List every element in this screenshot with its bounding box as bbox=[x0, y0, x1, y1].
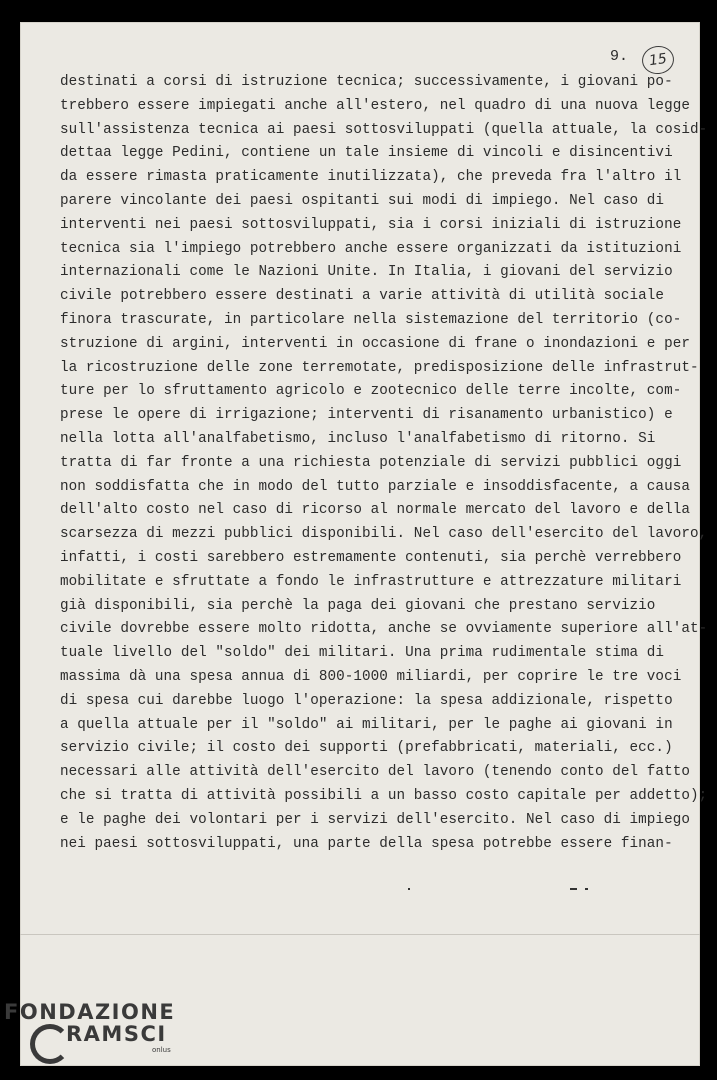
watermark-line2: RAMSCI bbox=[66, 1022, 167, 1046]
text-line: sull'assistenza tecnica ai paesi sottosviluppati (quella attuale, la cosid- bbox=[60, 121, 708, 138]
stray-mark bbox=[585, 888, 588, 890]
text-line: dettaa legge Pedini, contiene un tale insieme di vincoli e disincentivi bbox=[60, 145, 673, 162]
archive-number-circled: 15 bbox=[640, 44, 676, 76]
text-line: civile potrebbero essere destinati a varie attività di utilità sociale bbox=[60, 288, 665, 305]
text-line: tuale livello del "soldo" dei militari. Una prima rudimentale stima di bbox=[60, 645, 665, 662]
typewritten-text bbox=[60, 71, 708, 856]
text-line: parere vincolante dei paesi ospitanti sui modi di impiego. Nel caso di bbox=[60, 192, 665, 209]
text-line: a quella attuale per il "soldo" ai militari, per le paghe ai giovani in bbox=[60, 716, 673, 733]
text-line: necessari alle attività dell'esercito del lavoro (tenendo conto del fatto bbox=[60, 764, 690, 781]
text-line: nei paesi sottosviluppati, una parte della spesa potrebbe essere finan- bbox=[60, 835, 673, 852]
text-line: di spesa cui darebbe luogo l'operazione: la spesa addizionale, rispetto bbox=[60, 692, 673, 709]
text-line: servizio civile; il costo dei supporti (prefabbricati, materiali, ecc.) bbox=[60, 740, 673, 757]
text-line: da essere rimasta praticamente inutilizzata), che preveda fra l'altro il bbox=[60, 169, 682, 186]
page-number: 9. bbox=[610, 48, 629, 65]
watermark-g-logo bbox=[30, 1024, 70, 1064]
text-line: internazionali come le Nazioni Unite. In Italia, i giovani del servizio bbox=[60, 264, 673, 281]
text-line: trebbero essere impiegati anche all'estero, nel quadro di una nuova legge bbox=[60, 97, 690, 114]
text-line: infatti, i costi sarebbero estremamente contenuti, sia perchè verrebbero bbox=[60, 549, 682, 566]
text-line: struzione di argini, interventi in occasione di frane o inondazioni e per bbox=[60, 335, 690, 352]
text-line: già disponibili, sia perchè la paga dei giovani che prestano servizio bbox=[60, 597, 656, 614]
fondazione-gramsci-watermark bbox=[4, 1000, 176, 1054]
text-line: non soddisfatta che in modo del tutto parziale e insoddisfacente, a causa bbox=[60, 478, 690, 495]
text-line: dell'alto costo nel caso di ricorso al normale mercato del lavoro e della bbox=[60, 502, 690, 519]
text-line: prese le opere di irrigazione; interventi di risanamento urbanistico) e bbox=[60, 407, 673, 424]
text-line: mobilitate e sfruttate a fondo le infrastrutture e attrezzature militari bbox=[60, 573, 682, 590]
text-line: civile dovrebbe essere molto ridotta, anche se ovviamente superiore all'at- bbox=[60, 621, 708, 638]
watermark-line1: FONDAZIONE bbox=[4, 1000, 176, 1024]
text-line: tratta di far fronte a una richiesta potenziale di servizi pubblici oggi bbox=[60, 454, 682, 471]
text-line: finora trascurate, in particolare nella sistemazione del territorio (co- bbox=[60, 311, 682, 328]
text-line: destinati a corsi di istruzione tecnica; successivamente, i giovani po- bbox=[60, 74, 673, 90]
text-line: la ricostruzione delle zone terremotate, predisposizione delle infrastrut- bbox=[60, 359, 699, 376]
document-page bbox=[20, 22, 708, 1066]
text-line: scarsezza di mezzi pubblici disponibili. Nel caso dell'esercito del lavoro, bbox=[60, 526, 708, 543]
text-line: nella lotta all'analfabetismo, incluso l'analfabetismo di ritorno. Si bbox=[60, 430, 656, 447]
text-line: che si tratta di attività possibili a un basso costo capitale per addetto); bbox=[60, 787, 708, 804]
text-line: ture per lo sfruttamento agricolo e zootecnico delle terre incolte, com- bbox=[60, 383, 682, 400]
text-line: tecnica sia l'impiego potrebbero anche essere organizzati da istituzioni bbox=[60, 240, 682, 257]
text-line: massima dà una spesa annua di 800-1000 miliardi, per coprire le tre voci bbox=[60, 668, 682, 685]
stray-mark bbox=[570, 888, 577, 890]
text-line: e le paghe dei volontari per i servizi dell'esercito. Nel caso di impiego bbox=[60, 811, 690, 828]
stray-mark bbox=[408, 888, 410, 890]
watermark-small: onlus bbox=[152, 1046, 171, 1054]
text-line: interventi nei paesi sottosviluppati, sia i corsi iniziali di istruzione bbox=[60, 216, 682, 233]
